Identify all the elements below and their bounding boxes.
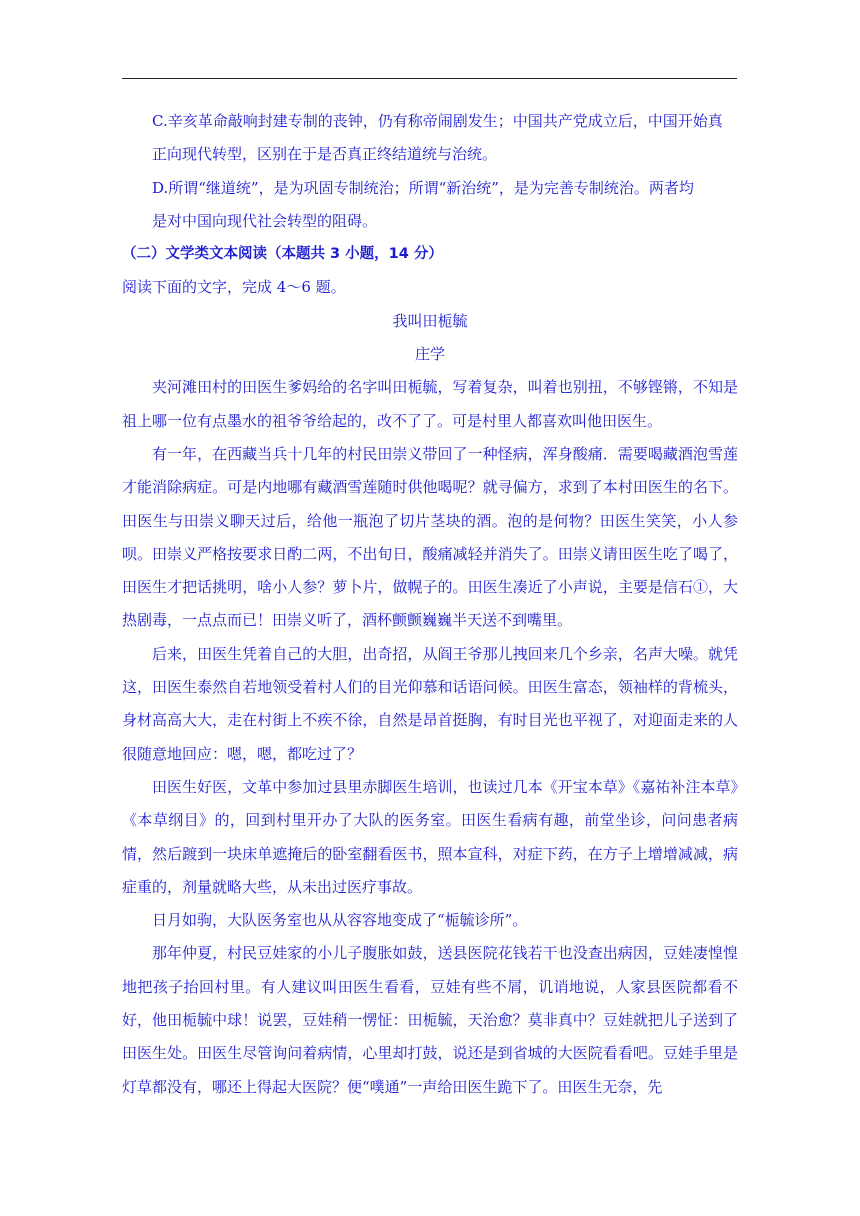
paragraph: 日月如驹，大队医务室也从从容容地变成了“栀毓诊所”。 <box>152 911 528 930</box>
article-title: 我叫田栀毓 <box>392 311 468 330</box>
paragraph: 后来，田医生凭着自己的大胆，出奇招，从阎王爷那儿拽回来几个乡亲，名声大噪。就凭这，田医生泰然自若地领受着村人们的目光仰慕和话语问候。田医生富态，领袖样的背梳头，身材高高大大，走在村街上不疾不徐，自然是昂首挺胸，有时目光也平视了，对迎面走来的人很随意地回应：嗯，嗯，都吃过了？ <box>122 644 738 763</box>
option-c-line2: 正向现代转型，区别在于是否真正终结道统与治统。 <box>152 145 498 164</box>
header-rule <box>122 78 737 79</box>
article-author: 庄学 <box>414 345 445 364</box>
paragraph: 有一年，在西藏当兵十几年的村民田崇义带回了一种怪病，浑身酸痛．需要喝藏酒泡雪莲才能消除病症。可是内地哪有藏酒雪莲随时供他喝呢？就寻偏方，求到了本村田医生的名下。田医生与田崇义聊天过后，给他一瓶泡了切片茎块的酒。泡的是何物？田医生笑笑，小人参呗。田崇义严格按要求日酌二两，不出旬日，酸痛减轻并消失了。田崇义请田医生吃了喝了，田医生才把话挑明，啥小人参？萝卜片，做幌子的。田医生凑近了小声说，主要是信石①，大热剧毒，一点点而已！田崇义听了，酒杯颤颤巍巍半天送不到嘴里。 <box>122 444 738 630</box>
option-c-line1: C.辛亥革命敲响封建专制的丧钟，仍有称帝闹剧发生；中国共产党成立后，中国开始真 <box>152 112 723 130</box>
document-body <box>122 105 738 1104</box>
section-heading: （二）文学类文本阅读（本题共 3 小题，14 分） <box>122 246 443 263</box>
instruction: 阅读下面的文字，完成 4～6 题。 <box>122 278 346 297</box>
paragraph: 田医生好医，文革中参加过县里赤脚医生培训，也读过几本《开宝本草》《嘉祐补注本草》《本草纲目》的，回到村里开办了大队的医务室。田医生看病有趣，前堂坐诊，问问患者病情，然后踱到一块床单遮掩后的卧室翻看医书，照本宣科，对症下药，在方子上增增减减，病症重的，剂量就略大些，从未出过医疗事故。 <box>122 777 738 896</box>
option-d-line2: 是对中国向现代社会转型的阻碍。 <box>152 211 378 230</box>
paragraph: 夹河滩田村的田医生爹妈给的名字叫田栀毓，写着复杂，叫着也别扭，不够铿锵，不知是祖上哪一位有点墨水的祖爷爷给起的，改不了了。可是村里人都喜欢叫他田医生。 <box>122 378 738 430</box>
paragraph: 那年仲夏，村民豆娃家的小儿子腹胀如鼓，送县医院花钱若干也没查出病因，豆娃凄惶惶地把孩子抬回村里。有人建议叫田医生看看，豆娃有些不屑，讥诮地说，人家县医院都看不好，他田栀毓中球！说罢，豆娃稍一愣怔：田栀毓，天治愈？莫非真中？豆娃就把儿子送到了田医生处。田医生尽管询问着病情，心里却打鼓，说还是到省城的大医院看看吧。豆娃手里是灯草都没有，哪还上得起大医院？便“噗通”一声给田医生跪下了。田医生无奈，先 <box>122 944 738 1096</box>
option-d-line1: D.所谓“继道统”，是为巩固专制统治；所谓“新治统”，是为完善专制统治。两者均 <box>152 178 694 197</box>
